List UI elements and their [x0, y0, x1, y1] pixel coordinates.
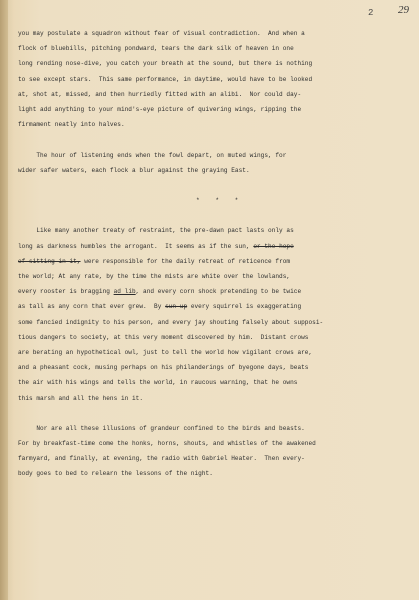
text-line: The hour of listening ends when the fowl depart, on muted wings, for [18, 151, 287, 159]
underlined-text: ad lib [113, 288, 136, 296]
text-line [18, 375, 410, 390]
text-line: Nor are all these illusions of grandeur confined to the birds and beasts. [18, 424, 305, 432]
text-segment: are berating an hypothetical owl, just to tell the world how vigilant crows are, [18, 348, 313, 356]
text-line: wider safer waters, each flock a blur against the graying East. [18, 166, 250, 174]
text-segment: and a pheasant cock, musing perhaps on his philanderings of byegone days, beats [18, 364, 309, 372]
text-line [18, 269, 410, 284]
text-segment: the air with his wings and tells the world, in raucous warning, that he owns [18, 379, 298, 387]
text-line: to see except stars. This same performance, in daytime, would have to be looked [18, 75, 313, 83]
struck-text: of sitting in it, [18, 257, 81, 265]
handwritten-page-number: 29 [398, 4, 409, 16]
text-segment: some fancied indignity to his person, and every jay shouting falsely about supposi- [18, 318, 324, 326]
text-segment: every rooster is bragging [18, 288, 114, 296]
text-segment: every squirrel is exaggerating [187, 303, 302, 311]
text-line: body goes to bed to relearn the lessons of the night. [18, 470, 213, 478]
text-segment: , and every corn shock pretending to be twice [135, 288, 302, 296]
text-line [18, 299, 410, 314]
text-segment: Like many another treaty of restraint, the pre-dawn pact lasts only as [18, 227, 294, 235]
text-line: farmyard, and finally, at evening, the radio with Gabriel Heater. Then every- [18, 455, 305, 463]
text-line: firmament neatly into halves. [18, 121, 125, 129]
paragraph-1 [18, 26, 410, 132]
struck-text: sun-up [165, 303, 188, 311]
text-line: light add anything to your mind's-eye picture of quivering wings, ripping the [18, 105, 302, 113]
text-line: flock of bluebills, pitching pondward, tears the dark silk of heaven in one [18, 45, 294, 53]
text-segment: long as darkness humbles the arrogant. It seems as if the sun, [18, 242, 254, 250]
text-line [18, 254, 410, 269]
text-segment: were responsible for the daily retreat of reticence from [80, 257, 291, 265]
text-line [18, 345, 410, 360]
text-segment: as tall as any corn that ever grew. By [18, 303, 166, 311]
text-segment: the world; At any rate, by the time the mists are white over the lowlands, [18, 273, 291, 280]
text-line: at, shot at, missed, and then hurriedly fitted with an alibi. Nor could day- [18, 90, 302, 98]
text-line [18, 315, 410, 330]
typescript-body [18, 26, 410, 482]
paragraph-2 [18, 148, 410, 178]
text-line [18, 360, 410, 375]
text-line [18, 239, 410, 254]
typed-page-number: 2 [368, 8, 374, 18]
section-separator: * * * [196, 197, 245, 205]
text-line: For by breakfast-time come the honks, horns, shouts, and whistles of the awakened [18, 440, 316, 448]
text-line: long rending nose-dive, you catch your breath at the sound, but there is nothing [18, 60, 313, 68]
paragraph-4 [18, 421, 410, 482]
text-line [18, 223, 410, 238]
paragraph-3 [18, 223, 410, 405]
text-segment: this marsh and all the hens in it. [18, 394, 144, 402]
text-segment: tious dangers to society, at this very moment discovered by him. Distant crows [18, 333, 309, 341]
text-line [18, 391, 410, 406]
page-binding-edge [0, 0, 8, 600]
text-line [18, 330, 410, 345]
text-line [18, 284, 410, 299]
struck-text: or the hope [253, 242, 294, 250]
text-line: you may postulate a squadron without fear of visual contradiction. And when a [18, 30, 305, 37]
